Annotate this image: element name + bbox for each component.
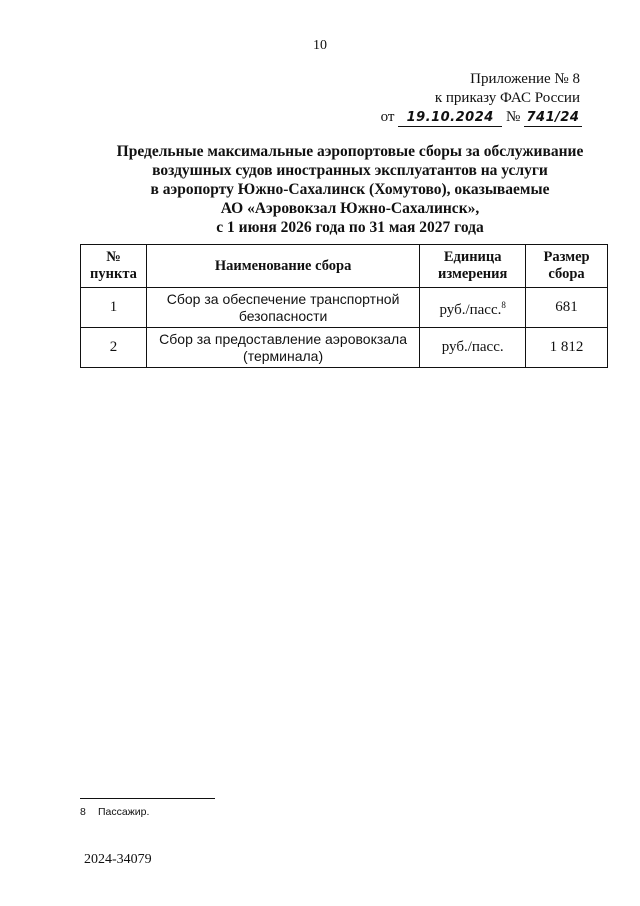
footnote	[80, 806, 149, 818]
title-line: Предельные максимальные аэропортовые сборы за обслуживание	[116, 143, 584, 160]
title-line: воздушных судов иностранных эксплуатантов на услуги	[152, 162, 548, 179]
document-title	[70, 142, 630, 237]
appendix-date-number-line	[381, 108, 582, 127]
document-id: 2024-34079	[84, 852, 152, 867]
row-fee-value: 1 812	[526, 328, 608, 368]
handwritten-order-number: 741/24	[524, 110, 582, 127]
header-fee-name: Наименование сбора	[146, 245, 419, 288]
footnote-divider	[80, 798, 215, 799]
footnote-ref: 8	[501, 299, 506, 310]
fees-table	[80, 244, 608, 368]
table-row	[81, 288, 608, 328]
header-unit: Единица измерения	[420, 245, 526, 288]
table-row	[81, 328, 608, 368]
footnote-marker: 8	[80, 806, 86, 818]
number-label: №	[505, 109, 521, 125]
table-header-row	[81, 245, 608, 288]
header-fee-size: Размер сбора	[526, 245, 608, 288]
row-fee-name: Сбор за обеспечение транспортной безопасности	[146, 288, 419, 328]
title-line: с 1 июня 2026 года по 31 мая 2027 года	[216, 219, 484, 236]
row-number: 1	[81, 288, 147, 328]
row-unit: руб./пасс.	[420, 328, 526, 368]
header-item-number: № пункта	[81, 245, 147, 288]
row-fee-value: 681	[526, 288, 608, 328]
appendix-title: Приложение № 8	[470, 71, 580, 87]
title-line: АО «Аэровокзал Южно-Сахалинск»,	[220, 200, 480, 217]
row-number: 2	[81, 328, 147, 368]
handwritten-date: 19.10.2024	[398, 110, 502, 127]
title-line: в аэропорту Южно-Сахалинск (Хомутово), оказываемые	[150, 181, 550, 198]
footnote-text: Пассажир.	[98, 806, 150, 818]
from-label: от	[380, 109, 395, 125]
appendix-order-ref: к приказу ФАС России	[434, 90, 580, 106]
row-unit: руб./пасс.$^8$	[420, 288, 526, 328]
row-fee-name: Сбор за предоставление аэровокзала (терминала)	[146, 328, 419, 368]
page-number: 10	[313, 38, 327, 53]
